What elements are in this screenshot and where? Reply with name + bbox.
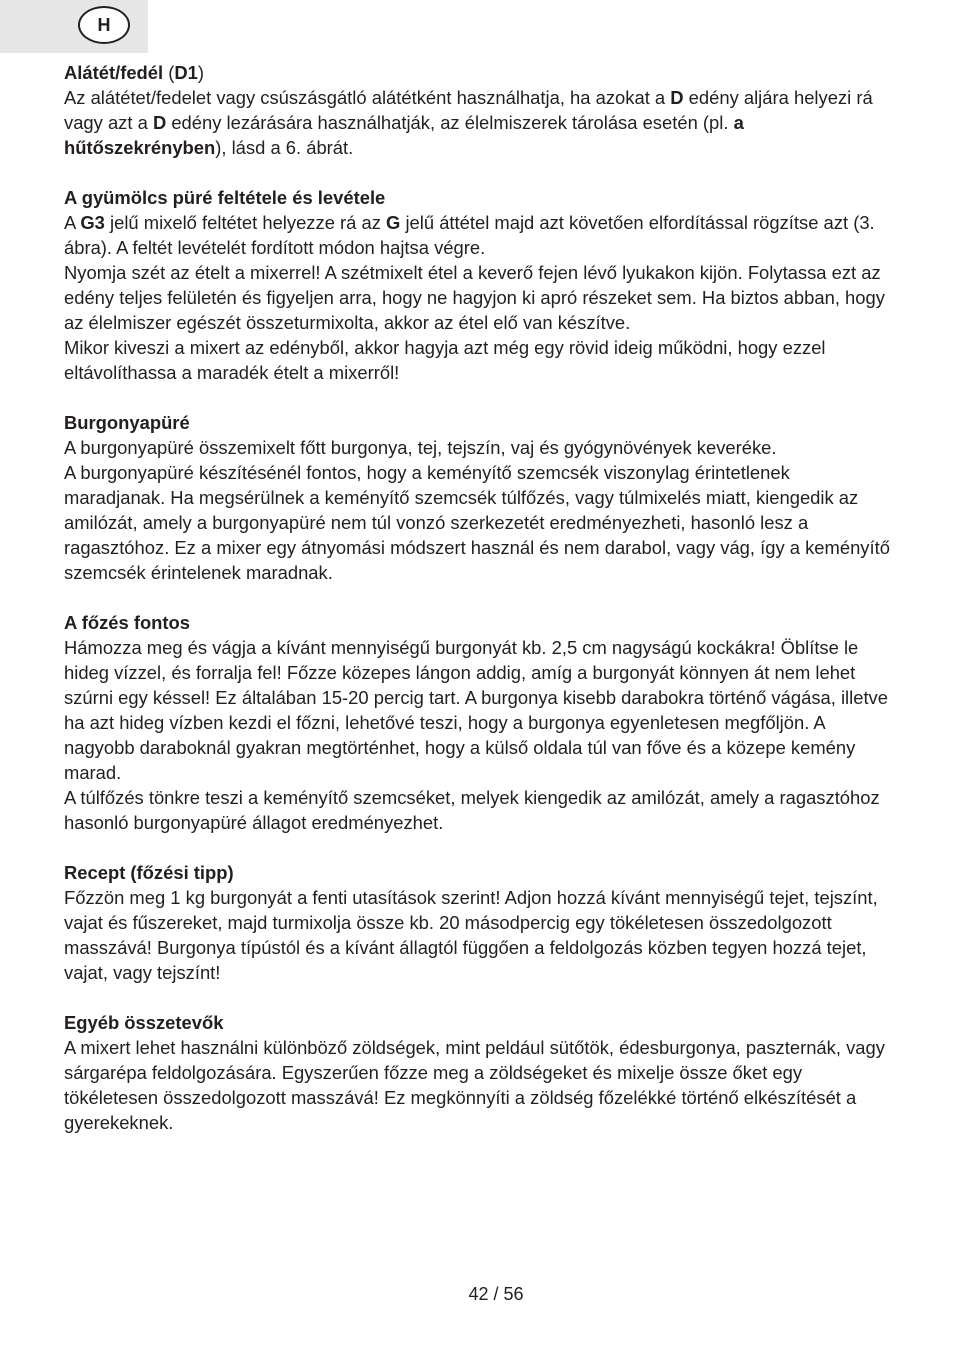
section-cooking <box>64 610 894 835</box>
text-run: edény lezárására használhatják, az élelmiszerek tárolása esetén (pl. <box>166 112 734 133</box>
paragraph: A burgonyapüré készítésénél fontos, hogy a keményítő szemcsék viszonylag érintetlenek maradjanak. Ha megsérülnek a keményítő szemcsék túlfőzés, vagy túlmixelés miatt, kiengedik az amilózát, amely a burgonyapüré nem túl vonzó szerkezetét eredményezheti, hasonló lesz a ragasztóhoz. Ez a mixer egy átnyomási módszert használ és nem darabol, vagy vág, így a keményítő szemcsék érintelenek maradnak. <box>64 462 890 583</box>
section-title: A gyümölcs püré feltétele és levétele <box>64 187 386 208</box>
text-run: edény aljára helyezi rá vagy azt a <box>64 87 873 133</box>
title-text: Alátét/fedél <box>64 62 164 83</box>
text-run: A <box>64 212 81 233</box>
section-title: Egyéb összetevők <box>64 1012 224 1033</box>
section-title <box>64 60 894 85</box>
page-number: 42 / 56 <box>468 1284 524 1304</box>
language-tab <box>0 0 148 53</box>
section-other-ingredients <box>64 1010 894 1135</box>
text-run: jelű mixelő feltétet helyezze rá az <box>104 212 387 233</box>
section-mashed-potato <box>64 410 894 585</box>
paragraph <box>64 85 894 160</box>
section-recipe <box>64 860 894 985</box>
text-run: D <box>152 112 167 133</box>
paragraph <box>64 210 894 260</box>
text-run: G3 <box>80 212 105 233</box>
page-content <box>64 60 894 1160</box>
text-run: ), lásd a 6. ábrát. <box>215 137 354 158</box>
paragraph: Hámozza meg és vágja a kívánt mennyiségű burgonyát kb. 2,5 cm nagyságú kockákra! Öblítse le hideg vízzel, és forralja fel! Főzze közepes lángon addig, amíg a burgonyát könnyen át nem lehet szúrni egy késsel! Ez általában 15-20 percig tart. A burgonya kisebb darabokra történő vágása, illetve ha azt hideg vízben kezdi el főzni, lehetővé teszi, hogy a burgonya egyenletesen megfőljön. A nagyobb daraboknál gyakran megtörténhet, hogy a külső oldala túl van főve és a közepe kemény marad. <box>64 637 888 783</box>
paragraph: A mixert lehet használni különböző zöldségek, mint peldául sütőtök, édesburgonya, paszternák, vagy sárgarépa feldolgozására. Egyszerűen főzze meg a zöldségeket és mixelje össze őket egy tökéletesen összedolgozott masszává! Ez megkönnyíti a zöldség főzelékké történő elkészítését a gyerekeknek. <box>64 1037 885 1133</box>
text-run: a hűtőszekrényben <box>64 112 744 158</box>
paragraph: Nyomja szét az ételt a mixerrel! A szétmixelt étel a keverő fejen lévő lyukakon kijön. Folytassa ezt az edény teljes felületén és figyeljen arra, hogy ne hagyjon ki apró részeket sem. Ha biztos abban, hogy az élelmiszer egészét összeturmixolta, akkor az étel elő van készítve. <box>64 262 885 333</box>
section-title: Recept (főzési tipp) <box>64 862 234 883</box>
title-text: ( <box>163 62 175 83</box>
paragraph: A túlfőzés tönkre teszi a keményítő szemcséket, melyek kiengedik az amilózát, amely a ragasztóhoz hasonló burgonyapüré állagot eredményezhet. <box>64 787 880 833</box>
title-text: ) <box>197 62 205 83</box>
section-base-lid <box>64 60 894 160</box>
text-run: Az alátétet/fedelet vagy csúszásgátló alátétként használhatja, ha azokat a <box>64 87 671 108</box>
language-badge: H <box>78 6 130 44</box>
text-run: D <box>670 87 684 108</box>
paragraph: A burgonyapüré összemixelt főtt burgonya, tej, tejszín, vaj és gyógynövények keveréke. <box>64 437 777 458</box>
section-title: A főzés fontos <box>64 612 191 633</box>
paragraph: Mikor kiveszi a mixert az edényből, akkor hagyja azt még egy rövid ideig működni, hogy ezzel eltávolíthassa a maradék ételt a mixerről! <box>64 337 826 383</box>
section-title: Burgonyapüré <box>64 412 190 433</box>
text-run: jelű áttétel majd azt követően elfordítással rögzítse azt (3. ábra). A feltét levételét fordított módon hajtsa végre. <box>64 212 875 258</box>
title-text: D1 <box>174 62 198 83</box>
paragraph: Főzzön meg 1 kg burgonyát a fenti utasítások szerint! Adjon hozzá kívánt mennyiségű tejet, tejszínt, vajat és fűszereket, majd turmixolja össze kb. 20 másodpercig egy tökéletesen összedolgozott masszává! Burgonya típústól és a kívánt állagtól függően a feldolgozás közben tegyen hozzá tejet, vajat, vagy tejszínt! <box>64 887 878 983</box>
text-run: G <box>386 212 401 233</box>
section-puree-attachment <box>64 185 894 385</box>
